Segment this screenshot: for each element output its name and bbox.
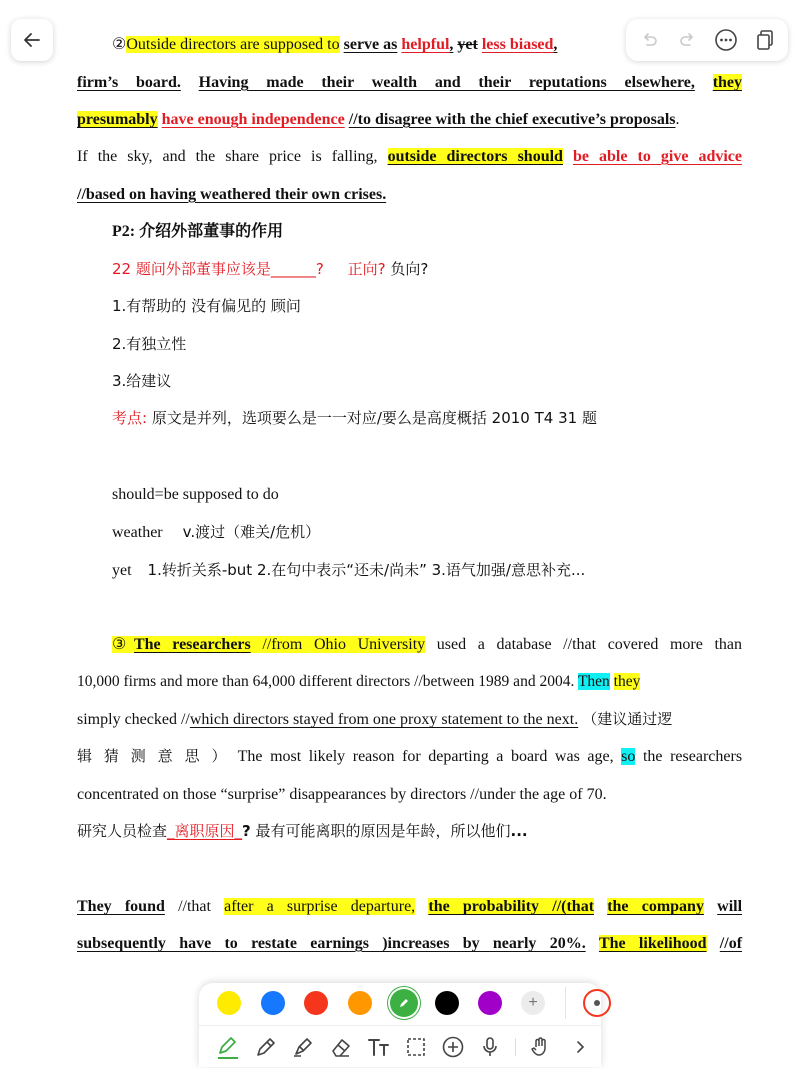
pencil-icon: [397, 996, 411, 1010]
pencil-icon: [254, 1035, 278, 1059]
p2-line-4: If the sky, and the share price is falling, outside directors should be able to give advice: [77, 148, 743, 165]
p3-line-6: 研究人员检查_离职原因_? 最有可能离职的原因是年龄，所以他们...: [77, 822, 528, 840]
circled-number: ②: [112, 36, 127, 53]
text-icon: [366, 1035, 392, 1059]
color-swatch-red[interactable]: [304, 991, 328, 1015]
text-tool-button[interactable]: [364, 1032, 394, 1062]
hand-tool-button[interactable]: [525, 1032, 555, 1062]
pen-icon: [215, 1034, 241, 1060]
color-swatch-blue[interactable]: [261, 991, 285, 1015]
pages-button[interactable]: [750, 25, 780, 55]
pen-palette: [199, 983, 601, 1067]
pen-tool-button[interactable]: [213, 1032, 243, 1062]
p3-line-2: 10,000 firms and more than 64,000 different directors //between 1989 and 2004. Then they: [77, 673, 641, 690]
undo-button[interactable]: [634, 25, 664, 55]
notes-kaodian: 考点: 原文是并列，选项要么是一一对应/要么是高度概括 2010 T4 31 题: [112, 409, 597, 427]
p3-line-5: concentrated on those “surprise” disappearances by directors //under the age of 70.: [77, 786, 607, 803]
color-swatch-black[interactable]: [435, 991, 459, 1015]
color-swatch-green-selected[interactable]: [390, 989, 418, 1017]
top-toolbar: [626, 19, 788, 61]
pen-size-dot: [594, 1000, 600, 1006]
pen-size-button[interactable]: [583, 989, 611, 1017]
notes-question: 22 题问外部董事应该是______? 正向? 负向?: [112, 260, 429, 278]
redo-button[interactable]: [673, 25, 703, 55]
p3-line-4: 辑 猜 测 意 思 ） The most likely reason for departing a board was age, so the researchers: [77, 747, 743, 765]
eraser-tool-button[interactable]: [326, 1032, 356, 1062]
color-swatch-yellow[interactable]: [217, 991, 241, 1015]
p4-line-2: subsequently have to restate earnings )increases by nearly 20%. The likelihood //of: [77, 935, 743, 952]
microphone-icon: [478, 1035, 502, 1059]
vocab-2: weather v.渡过（难关/危机）: [112, 523, 321, 541]
undo-icon: [639, 30, 659, 50]
redo-icon: [678, 30, 698, 50]
notes-item-2: 2.有独立性: [112, 335, 187, 353]
tool-row: [199, 1025, 601, 1068]
notes-heading: P2: 介绍外部董事的作用: [112, 223, 284, 240]
back-button[interactable]: [11, 19, 53, 61]
vocab-1: should=be supposed to do: [112, 486, 279, 503]
color-row: [199, 983, 601, 1025]
chevron-right-icon: [571, 1038, 589, 1056]
color-swatch-purple[interactable]: [478, 991, 502, 1015]
arrow-left-icon: [22, 30, 42, 50]
notes-item-1: 1.有帮助的 没有偏见的 顾问: [112, 297, 301, 315]
hand-icon: [528, 1035, 552, 1059]
lasso-select-button[interactable]: [401, 1032, 431, 1062]
highlighter-tool-button[interactable]: [288, 1032, 318, 1062]
p4-line-1: They found //that after a surprise departure, the probability //(that the company will: [77, 898, 743, 915]
more-icon: [714, 28, 738, 52]
highlight: Outside directors are supposed to: [126, 36, 340, 53]
p3-line-3: simply checked //which directors stayed from one proxy statement to the next. （建议通过逻: [77, 710, 673, 728]
divider: [515, 1038, 516, 1056]
more-button[interactable]: [711, 25, 741, 55]
color-swatch-orange[interactable]: [348, 991, 372, 1015]
add-color-button[interactable]: +: [521, 991, 545, 1015]
divider: [565, 987, 566, 1019]
p2-line-5: //based on having weathered their own crises.: [77, 186, 387, 203]
pages-icon: [754, 29, 776, 51]
p2-line-2: firm’s board. Having made their wealth and their reputations elsewhere, they: [77, 74, 743, 91]
p2-line-3: presumably have enough independence //to disagree with the chief executive’s proposals.: [77, 111, 680, 128]
vocab-3: yet 1.转折关系-but 2.在句中表示“还未/尚未” 3.语气加强/意思补充...: [112, 561, 586, 579]
p2-line-1: ②Outside directors are supposed to serve as helpful, yet less biased,: [112, 36, 558, 53]
p3-line-1: ③The researchers //from Ohio University used a database //that covered more than: [112, 636, 742, 653]
expand-toolbar-button[interactable]: [565, 1032, 595, 1062]
voice-record-button[interactable]: [475, 1032, 505, 1062]
insert-button[interactable]: [438, 1032, 468, 1062]
notes-item-3: 3.给建议: [112, 372, 172, 390]
eraser-icon: [329, 1035, 353, 1059]
pencil-tool-button[interactable]: [251, 1032, 281, 1062]
highlighter-icon: [291, 1035, 315, 1059]
plus-circle-icon: [441, 1035, 465, 1059]
selection-icon: [404, 1035, 428, 1059]
